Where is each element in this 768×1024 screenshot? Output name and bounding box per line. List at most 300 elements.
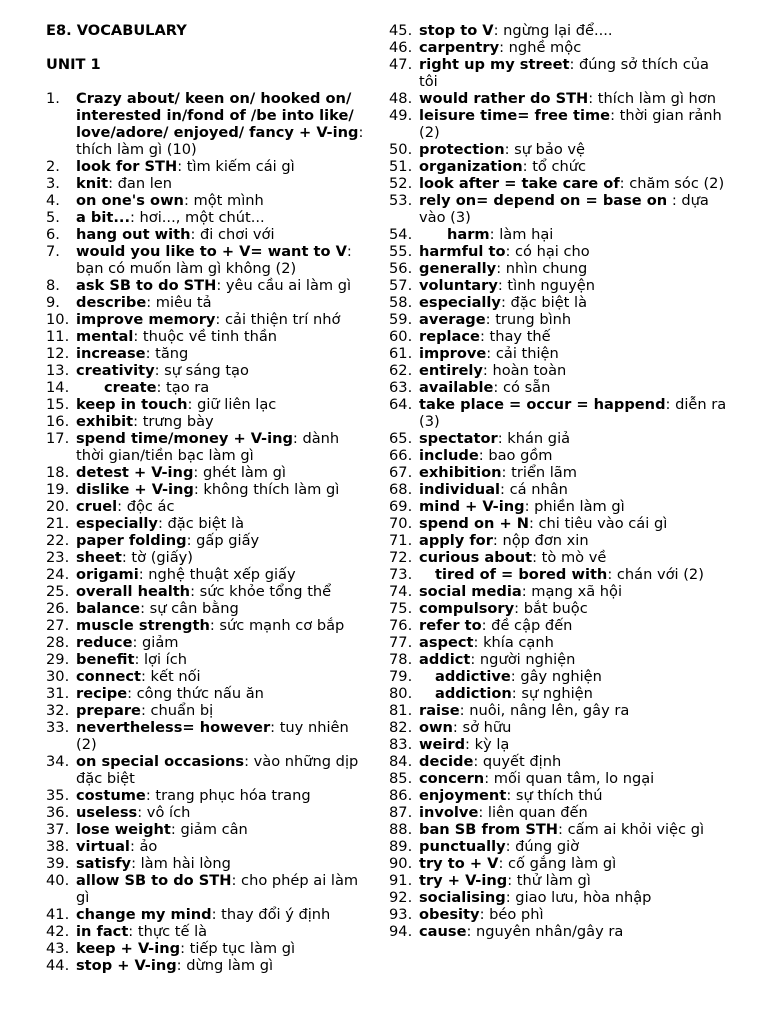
vocab-term: describe — [76, 294, 147, 311]
vocab-definition: : tìm kiếm cái gì — [177, 158, 295, 175]
vocab-definition: : cá nhân — [500, 481, 568, 498]
vocab-item — [389, 566, 731, 583]
vocab-term: punctually — [419, 838, 506, 855]
item-number: 11. — [46, 328, 70, 345]
vocab-term: would you like to + V= want to V — [76, 243, 347, 260]
item-number: 89. — [389, 838, 413, 855]
vocab-item — [46, 753, 368, 787]
item-number: 71. — [389, 532, 413, 549]
vocab-item — [46, 294, 368, 311]
vocab-item — [389, 515, 731, 532]
vocab-definition: : yêu cầu ai làm gì — [216, 277, 352, 294]
item-number: 68. — [389, 481, 413, 498]
vocab-definition: : gấp giấy — [186, 532, 260, 549]
vocab-item — [389, 838, 731, 855]
vocab-definition: : cải thiện — [486, 345, 559, 362]
item-number: 84. — [389, 753, 413, 770]
vocab-term: carpentry — [419, 39, 500, 56]
item-number: 8. — [46, 277, 60, 294]
item-number: 69. — [389, 498, 413, 515]
vocab-term: mental — [76, 328, 134, 345]
vocab-item — [46, 311, 368, 328]
vocab-term: sheet — [76, 549, 122, 566]
item-number: 88. — [389, 821, 413, 838]
vocab-term: dislike + V-ing — [76, 481, 194, 498]
vocab-term: look for STH — [76, 158, 178, 175]
vocab-term: addict — [419, 651, 471, 668]
vocab-term: obesity — [419, 906, 480, 923]
vocab-definition: : giảm — [132, 634, 179, 651]
vocab-term: compulsory — [419, 600, 515, 617]
document-title: E8. VOCABULARY — [46, 22, 187, 39]
vocab-term: in fact — [76, 923, 129, 940]
vocab-definition: : tuy nhiên (2) — [76, 719, 349, 753]
vocab-definition: : kỳ lạ — [465, 736, 510, 753]
vocab-item — [46, 719, 368, 753]
vocab-term: aspect — [419, 634, 474, 651]
item-number: 13. — [46, 362, 70, 379]
item-number: 56. — [389, 260, 413, 277]
item-number: 87. — [389, 804, 413, 821]
vocab-definition: : không thích làm gì — [193, 481, 340, 498]
vocab-definition: : trưng bày — [133, 413, 214, 430]
item-number: 12. — [46, 345, 70, 362]
vocab-item — [389, 328, 731, 345]
vocab-term: exhibition — [419, 464, 502, 481]
vocab-item — [389, 770, 731, 787]
vocab-definition: : đặc biệt là — [500, 294, 588, 311]
vocab-term: balance — [76, 600, 141, 617]
vocab-term: ban SB from STH — [419, 821, 559, 838]
vocab-definition: : khía cạnh — [473, 634, 554, 651]
vocab-definition: : nguyên nhân/gây ra — [466, 923, 624, 940]
vocab-term: Crazy about/ keen on/ hooked on/ interested in/fond of /be into like/ love/adore/ enjoyed/ fancy + V-ing — [76, 90, 359, 141]
vocab-definition: : chi tiêu vào cái gì — [528, 515, 668, 532]
item-number: 39. — [46, 855, 70, 872]
vocab-definition: : nhìn chung — [496, 260, 588, 277]
item-number: 90. — [389, 855, 413, 872]
item-number: 34. — [46, 753, 70, 770]
item-number: 73. — [389, 566, 413, 583]
vocab-item — [46, 464, 368, 481]
vocab-item — [389, 719, 731, 736]
vocab-term: harmful to — [419, 243, 506, 260]
item-number: 52. — [389, 175, 413, 192]
item-number: 17. — [46, 430, 70, 447]
vocab-term: would rather do STH — [419, 90, 589, 107]
vocab-item — [46, 515, 368, 532]
vocab-term: paper folding — [76, 532, 187, 549]
vocab-term: lose weight — [76, 821, 171, 838]
vocabulary-list-right — [389, 22, 731, 940]
vocab-item — [389, 396, 731, 430]
vocab-item — [46, 583, 368, 600]
item-number: 10. — [46, 311, 70, 328]
vocab-item — [389, 175, 731, 192]
vocab-term: allow SB to do STH — [76, 872, 232, 889]
vocab-term: try + V-ing — [419, 872, 508, 889]
vocab-definition: : ngừng lại để.... — [493, 22, 613, 39]
vocab-term: mind + V-ing — [419, 498, 525, 515]
vocab-term: entirely — [419, 362, 483, 379]
vocab-term: refer to — [419, 617, 482, 634]
vocab-term: change my mind — [76, 906, 212, 923]
item-number: 42. — [46, 923, 70, 940]
vocab-definition: : tò mò về — [532, 549, 607, 566]
vocab-definition: : trung bình — [485, 311, 572, 328]
vocab-definition: : giao lưu, hòa nhập — [505, 889, 652, 906]
item-number: 91. — [389, 872, 413, 889]
vocab-item — [46, 957, 368, 974]
vocab-item — [389, 158, 731, 175]
vocab-definition: : tổ chức — [522, 158, 587, 175]
item-number: 49. — [389, 107, 413, 124]
vocab-definition: : thời gian rảnh (2) — [419, 107, 722, 141]
item-number: 59. — [389, 311, 413, 328]
vocab-term: right up my street — [419, 56, 570, 73]
item-number: 54. — [389, 226, 413, 243]
vocab-definition: : có sẵn — [493, 379, 551, 396]
item-number: 7. — [46, 243, 60, 260]
item-number: 14. — [46, 379, 70, 396]
vocab-term: origami — [76, 566, 139, 583]
item-number: 1. — [46, 90, 60, 107]
vocab-item — [389, 243, 731, 260]
vocab-term: recipe — [76, 685, 128, 702]
item-number: 44. — [46, 957, 70, 974]
vocab-term: average — [419, 311, 486, 328]
vocab-item — [389, 600, 731, 617]
item-number: 78. — [389, 651, 413, 668]
item-number: 93. — [389, 906, 413, 923]
vocabulary-list-left — [46, 90, 368, 974]
vocab-definition: : giảm cân — [170, 821, 248, 838]
vocab-item — [46, 685, 368, 702]
vocab-term: spend time/money + V-ing — [76, 430, 293, 447]
vocab-definition: : nghệ thuật xếp giấy — [138, 566, 296, 583]
item-number: 9. — [46, 294, 60, 311]
vocab-term: on special occasions — [76, 753, 245, 770]
vocab-definition: : mối quan tâm, lo ngại — [484, 770, 655, 787]
vocab-definition: : giữ liên lạc — [187, 396, 277, 413]
vocab-item — [46, 430, 368, 464]
vocab-term: hang out with — [76, 226, 191, 243]
item-number: 16. — [46, 413, 70, 430]
vocab-definition: : tăng — [145, 345, 189, 362]
vocab-term: spend on + N — [419, 515, 529, 532]
vocab-item — [389, 753, 731, 770]
vocab-item — [389, 923, 731, 940]
vocab-item — [46, 617, 368, 634]
vocab-definition: : ảo — [129, 838, 158, 855]
vocab-item — [46, 804, 368, 821]
item-number: 65. — [389, 430, 413, 447]
vocab-item — [389, 668, 731, 685]
vocab-item — [389, 22, 731, 39]
vocab-item — [389, 498, 731, 515]
vocab-term: take place = occur = happend — [419, 396, 666, 413]
vocab-item — [46, 532, 368, 549]
vocab-definition: : một mình — [183, 192, 264, 209]
item-number: 79. — [389, 668, 413, 685]
vocab-definition: : sự thích thú — [506, 787, 603, 804]
item-number: 57. — [389, 277, 413, 294]
vocab-term: include — [419, 447, 479, 464]
vocab-term: increase — [76, 345, 146, 362]
item-number: 61. — [389, 345, 413, 362]
vocab-term: enjoyment — [419, 787, 507, 804]
vocab-term: leisure time= free time — [419, 107, 611, 124]
item-number: 4. — [46, 192, 60, 209]
vocab-term: stop to V — [419, 22, 494, 39]
item-number: 5. — [46, 209, 60, 226]
vocab-item — [46, 821, 368, 838]
item-number: 41. — [46, 906, 70, 923]
vocab-term: decide — [419, 753, 474, 770]
item-number: 82. — [389, 719, 413, 736]
item-number: 50. — [389, 141, 413, 158]
vocab-item — [389, 617, 731, 634]
vocab-term: creativity — [76, 362, 155, 379]
item-number: 33. — [46, 719, 70, 736]
unit-title: UNIT 1 — [46, 56, 101, 73]
item-number: 2. — [46, 158, 60, 175]
item-number: 76. — [389, 617, 413, 634]
vocab-item — [389, 277, 731, 294]
vocab-item — [389, 685, 731, 702]
item-number: 36. — [46, 804, 70, 821]
vocab-item — [46, 396, 368, 413]
vocab-item — [389, 583, 731, 600]
item-number: 46. — [389, 39, 413, 56]
item-number: 43. — [46, 940, 70, 957]
vocab-term: improve — [419, 345, 487, 362]
item-number: 83. — [389, 736, 413, 753]
vocab-definition: : công thức nấu ăn — [127, 685, 264, 702]
item-number: 37. — [46, 821, 70, 838]
vocab-item — [389, 192, 731, 226]
vocab-item — [389, 379, 731, 396]
item-number: 66. — [389, 447, 413, 464]
vocab-term: tired of = bored with — [435, 566, 608, 583]
vocab-item — [46, 549, 368, 566]
vocab-item — [389, 226, 731, 243]
vocab-term: exhibit — [76, 413, 134, 430]
vocab-term: cruel — [76, 498, 118, 515]
vocab-term: detest + V-ing — [76, 464, 194, 481]
vocab-term: try to + V — [419, 855, 499, 872]
vocab-term: virtual — [76, 838, 130, 855]
vocab-term: create — [104, 379, 157, 396]
item-number: 64. — [389, 396, 413, 413]
vocab-definition: : phiền làm gì — [524, 498, 625, 515]
vocab-term: replace — [419, 328, 480, 345]
vocab-definition: : hơi..., một chút... — [130, 209, 265, 226]
vocab-item — [389, 311, 731, 328]
item-number: 72. — [389, 549, 413, 566]
item-number: 31. — [46, 685, 70, 702]
vocab-term: prepare — [76, 702, 141, 719]
vocab-item — [46, 192, 368, 209]
vocab-item — [46, 413, 368, 430]
vocab-item — [389, 345, 731, 362]
vocab-term: satisfy — [76, 855, 132, 872]
vocab-item — [46, 668, 368, 685]
vocab-item — [46, 226, 368, 243]
vocab-term: own — [419, 719, 453, 736]
vocab-term: voluntary — [419, 277, 498, 294]
vocab-item — [46, 634, 368, 651]
vocab-item — [46, 787, 368, 804]
vocab-definition: : đúng giờ — [505, 838, 580, 855]
vocab-term: look after = take care of — [419, 175, 620, 192]
vocab-definition: : sức mạnh cơ bắp — [209, 617, 345, 634]
vocab-item — [46, 855, 368, 872]
vocab-definition: : gây nghiện — [510, 668, 602, 685]
vocab-definition: : vô ích — [137, 804, 191, 821]
vocab-term: stop + V-ing — [76, 957, 177, 974]
left-column — [46, 22, 368, 974]
vocab-term: curious about — [419, 549, 533, 566]
vocab-item — [389, 889, 731, 906]
item-number: 58. — [389, 294, 413, 311]
vocab-item — [46, 90, 368, 158]
vocab-definition: : miêu tả — [146, 294, 212, 311]
vocab-term: knit — [76, 175, 109, 192]
item-number: 23. — [46, 549, 70, 566]
vocab-definition: : cải thiện trí nhớ — [215, 311, 341, 328]
vocab-definition: : thay thế — [479, 328, 551, 345]
vocab-definition: : trang phục hóa trang — [145, 787, 311, 804]
vocab-item — [389, 56, 731, 90]
vocab-item — [389, 39, 731, 56]
vocab-definition: : dừng làm gì — [176, 957, 274, 974]
vocab-definition: : vào những dịp đặc biệt — [76, 753, 359, 787]
vocab-term: rely on= depend on = base on — [419, 192, 668, 209]
vocab-item — [389, 855, 731, 872]
vocab-definition: : chăm sóc (2) — [619, 175, 725, 192]
vocab-definition: : thử làm gì — [507, 872, 591, 889]
item-number: 55. — [389, 243, 413, 260]
vocab-item — [389, 141, 731, 158]
vocab-term: available — [419, 379, 494, 396]
item-number: 20. — [46, 498, 70, 515]
item-number: 22. — [46, 532, 70, 549]
item-number: 60. — [389, 328, 413, 345]
vocab-term: improve memory — [76, 311, 216, 328]
vocab-item — [389, 906, 731, 923]
vocab-item — [389, 787, 731, 804]
vocab-item — [389, 294, 731, 311]
item-number: 3. — [46, 175, 60, 192]
item-number: 75. — [389, 600, 413, 617]
item-number: 67. — [389, 464, 413, 481]
item-number: 26. — [46, 600, 70, 617]
item-number: 38. — [46, 838, 70, 855]
item-number: 15. — [46, 396, 70, 413]
vocab-term: a bit... — [76, 209, 130, 226]
vocab-definition: : tờ (giấy) — [121, 549, 193, 566]
vocab-definition: : tạo ra — [156, 379, 210, 396]
vocab-definition: : người nghiện — [470, 651, 576, 668]
vocab-term: especially — [76, 515, 158, 532]
vocab-definition: : mạng xã hội — [521, 583, 623, 600]
vocab-term: keep in touch — [76, 396, 188, 413]
item-number: 18. — [46, 464, 70, 481]
item-number: 80. — [389, 685, 413, 702]
vocab-item — [389, 481, 731, 498]
vocab-definition: : bạn có muốn làm gì không (2) — [76, 243, 352, 277]
item-number: 27. — [46, 617, 70, 634]
vocab-item — [389, 651, 731, 668]
vocab-term: social media — [419, 583, 522, 600]
vocab-term: weird — [419, 736, 466, 753]
item-number: 51. — [389, 158, 413, 175]
item-number: 85. — [389, 770, 413, 787]
vocab-term: nevertheless= however — [76, 719, 271, 736]
vocab-definition: : làm hại — [489, 226, 554, 243]
item-number: 30. — [46, 668, 70, 685]
vocab-item — [46, 345, 368, 362]
vocab-item — [46, 209, 368, 226]
vocab-definition: : độc ác — [117, 498, 175, 515]
item-number: 29. — [46, 651, 70, 668]
vocab-item — [46, 277, 368, 294]
item-number: 92. — [389, 889, 413, 906]
item-number: 19. — [46, 481, 70, 498]
vocab-definition: : dành thời gian/tiền bạc làm gì — [76, 430, 340, 464]
vocab-term: costume — [76, 787, 146, 804]
vocab-item — [389, 430, 731, 447]
vocab-item — [46, 481, 368, 498]
vocab-item — [46, 651, 368, 668]
item-number: 47. — [389, 56, 413, 73]
vocab-definition: : nộp đơn xin — [492, 532, 589, 549]
item-number: 63. — [389, 379, 413, 396]
vocab-term: benefit — [76, 651, 135, 668]
vocab-definition: : có hại cho — [505, 243, 590, 260]
vocab-definition: : cấm ai khỏi việc gì — [558, 821, 705, 838]
vocab-definition: : thuộc về tinh thần — [133, 328, 278, 345]
vocab-item — [46, 328, 368, 345]
vocab-definition: : ghét làm gì — [193, 464, 286, 481]
vocab-definition: : tình nguyện — [497, 277, 595, 294]
vocab-item — [389, 90, 731, 107]
vocab-definition: : diễn ra (3) — [419, 396, 727, 430]
item-number: 45. — [389, 22, 413, 39]
vocab-item — [389, 447, 731, 464]
item-number: 28. — [46, 634, 70, 651]
vocab-item — [46, 175, 368, 192]
vocab-item — [46, 906, 368, 923]
vocab-item — [389, 107, 731, 141]
item-number: 48. — [389, 90, 413, 107]
vocab-item — [389, 260, 731, 277]
vocab-item — [389, 464, 731, 481]
vocab-item — [389, 634, 731, 651]
vocab-definition: : liên quan đến — [478, 804, 588, 821]
vocab-definition: : dựa vào (3) — [419, 192, 709, 226]
vocab-term: connect — [76, 668, 141, 685]
vocab-definition: : cho phép ai làm gì — [76, 872, 359, 906]
vocab-definition: : cố gắng làm gì — [498, 855, 617, 872]
item-number: 62. — [389, 362, 413, 379]
vocab-term: especially — [419, 294, 501, 311]
vocab-definition: : đi chơi với — [190, 226, 275, 243]
vocab-item — [389, 804, 731, 821]
item-number: 21. — [46, 515, 70, 532]
vocab-definition: : làm hài lòng — [131, 855, 231, 872]
